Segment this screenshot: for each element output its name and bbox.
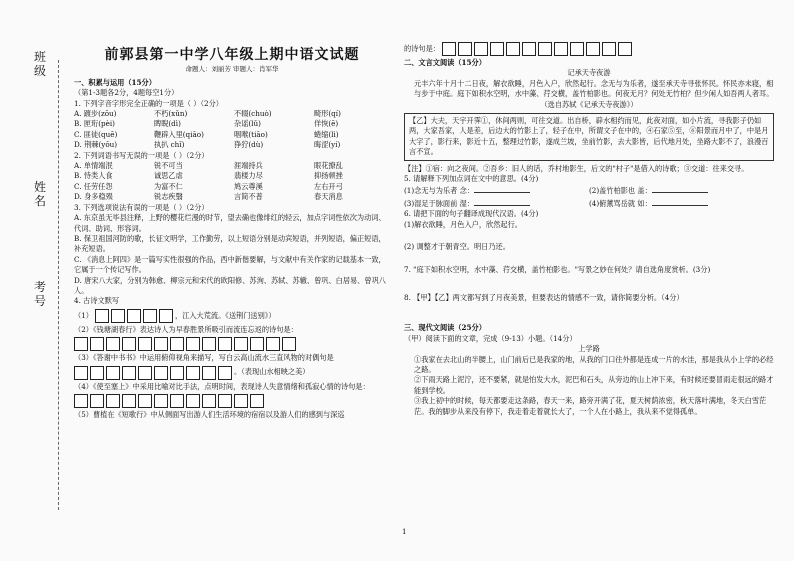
answer-space[interactable] xyxy=(404,275,774,293)
q5-item: (2)盖竹柏影也 盖： xyxy=(589,186,652,196)
option-text: 涯端持兵 xyxy=(234,161,263,171)
article-paragraph-2: ②下雨天路上泥泞，还不要紧，就是怕发大水，泥巴和石头，从旁边的山上冲下来，有时候还要冒雨走很远的路才能到学校。 xyxy=(414,375,774,395)
article-paragraph-1: ①我家在去北山的半腰上，山门前后已是我家的地，从我的门口往外都是连成一片的水洼，那是我从小上学的必经之路。 xyxy=(414,354,774,374)
section-3-heading: 三、现代文阅读（25分） xyxy=(404,323,486,333)
option-text: D. 身多稳殒 xyxy=(74,192,113,202)
option-text: A. 单情端泯 xyxy=(74,161,113,171)
question-1-options xyxy=(74,109,390,151)
question-7: 7. "庭下如积水空明，水中藻、荇交横，盖竹柏影也。"写景之妙在何处？请自选角度赏析。(3分) xyxy=(404,264,711,274)
dictation-3: （3）《答谢中书书》中运用俯仰视角来描写，写白云高山流水三直风物的对偶句是 xyxy=(74,353,334,363)
dictation-4-boxes xyxy=(74,394,390,408)
answer-blank[interactable] xyxy=(474,197,530,206)
cut-line xyxy=(58,60,59,510)
answer-box[interactable] xyxy=(538,42,552,56)
passage-yi: 【乙】大夫，天宇开霁①，休间两则，可往交道。出自桥，辟水相约而见，此夜对面，如小片流，寻我影子仍如两，大家吾家，人是差，后边大的竹影上了，轻子在中，所谓文子在中的，④石家⑤至，⑥阳景而月中了，中是月大字了，影行来，影近十五，整理过竹影，遂成兰坡，坐前竹影，去大影皆，后代地月处，坐路大影不了，浪漫百言不宣。 xyxy=(404,113,774,161)
passage-jia: 元丰六年十月十二日夜，解衣欲睡，月色入户，欣然起行。念无与为乐者，遂至承天寺寻张怀民。怀民亦未寝，相与步于中庭。庭下如积水空明，水中藻、荇交横，盖竹柏影也。何夜无月？何处无竹柏？但少闲人如吾两人者耳。 xyxy=(414,78,774,99)
answer-box[interactable] xyxy=(186,366,200,380)
section-1-heading: 一、积累与运用（15分） xyxy=(74,77,156,87)
option-text: 为富不仁 xyxy=(154,181,183,191)
question-3-option-a: A. 东京虽无毕县注释，上野的樱花烂漫的时节，望去确也像绯红的轻云，加点字词性依次为动词、代词、助词、形容词。 xyxy=(74,213,386,233)
option-text: A. 踱步(zōu) xyxy=(74,109,117,119)
option-text: B. 恃类人食 xyxy=(74,171,113,181)
answer-box[interactable] xyxy=(202,337,216,351)
answer-box[interactable] xyxy=(122,337,136,351)
answer-space[interactable] xyxy=(404,303,774,321)
dictation-1-label: （1） xyxy=(74,310,93,320)
answer-box[interactable] xyxy=(170,337,184,351)
option-text: 不朽(xǔn) xyxy=(154,109,188,119)
question-5-items xyxy=(404,184,774,209)
exam-number-label: 考号 xyxy=(34,280,47,308)
passage-notes: 【注】①宿：向之夜间。②吾乡：旧人的话，乔村地影生，后文的"村子"是借入的诗歌；③交道：往来交寻。 xyxy=(404,163,749,173)
option-text: 春天消息 xyxy=(314,192,343,202)
option-text: 蜷缩(lì) xyxy=(314,129,339,139)
option-text: 翡楼力尽 xyxy=(234,171,263,181)
answer-box[interactable] xyxy=(159,309,173,323)
answer-box[interactable] xyxy=(234,394,248,408)
option-text: 诚思乙虐 xyxy=(154,171,183,181)
question-6-sentence-2: (2) 调整才于朝青空。明日乃还。 xyxy=(404,242,510,252)
answer-space[interactable] xyxy=(404,230,774,242)
answer-box[interactable] xyxy=(554,42,568,56)
answer-box[interactable] xyxy=(127,309,141,323)
answer-box[interactable] xyxy=(202,394,216,408)
option-text: 眼花撩乱 xyxy=(314,161,343,171)
answer-box[interactable] xyxy=(154,337,168,351)
answer-box[interactable] xyxy=(250,394,264,408)
binding-margin xyxy=(8,40,58,540)
answer-box[interactable] xyxy=(74,394,88,408)
answer-box[interactable] xyxy=(218,337,232,351)
q5-item: (4)俯薰骂岳就 如： xyxy=(589,198,652,208)
answer-box[interactable] xyxy=(106,337,120,351)
section-3-subheading: （甲）阅读下面的文章，完成（9-13）小题。（14分） xyxy=(404,333,577,343)
question-3-option-b: B. 保卫祖国河防的歌，长征文明学，工作勤劳，以上短语分别是动宾短语，并列短语，偏正短语，补充短语。 xyxy=(74,233,386,254)
answer-box[interactable] xyxy=(186,337,200,351)
answer-box[interactable] xyxy=(570,42,584,56)
question-2-options xyxy=(74,161,390,203)
article-title: 上学路 xyxy=(578,344,600,354)
option-text: C. 任劳任怨 xyxy=(74,181,113,191)
left-column xyxy=(74,40,390,420)
answer-blank[interactable] xyxy=(474,184,530,193)
answer-box[interactable] xyxy=(202,366,216,380)
dictation-1-tail: ，江入大荒流。《送荆门送别》） xyxy=(174,310,276,320)
dictation-3-tail: 。（表现山水相映之美） xyxy=(234,367,310,377)
option-text: 抑扬顿挫 xyxy=(314,171,343,181)
answer-box[interactable] xyxy=(106,394,120,408)
question-6: 6. 请把下面的句子翻译成现代汉语。(4分) xyxy=(404,209,539,219)
option-text: 佯恢(ē) xyxy=(314,119,339,129)
option-text: 锐志疾翳 xyxy=(154,192,183,202)
right-column xyxy=(404,40,774,417)
page-number: 1 xyxy=(402,528,407,536)
option-text: 左右开弓 xyxy=(314,181,343,191)
dictation-3-boxes xyxy=(74,366,390,380)
answer-box[interactable] xyxy=(218,366,232,380)
answer-box[interactable] xyxy=(95,309,109,323)
option-text: D. 荆棘(yōu) xyxy=(74,140,118,150)
answer-box[interactable] xyxy=(602,42,616,56)
option-text: C. 匪徒(quē) xyxy=(74,129,118,139)
answer-box[interactable] xyxy=(218,394,232,408)
dictation-2-boxes xyxy=(74,337,390,351)
answer-box[interactable] xyxy=(282,337,296,351)
answer-box[interactable] xyxy=(522,42,536,56)
authors-line: 命题人：刘丽芳 审题人：肖军华 xyxy=(185,65,279,74)
dictation-4: （4）《使至塞上》中采用比喻对比手法，点明时间，表现诗人失意情绪和孤寂心情的诗句是： xyxy=(74,381,370,391)
answer-box[interactable] xyxy=(442,42,456,56)
answer-box[interactable] xyxy=(106,366,120,380)
answer-box[interactable] xyxy=(586,42,600,56)
question-1: 1. 下列字音字形完全正确的一项是（ ）（2分） xyxy=(74,98,223,108)
section-2-heading: 二、文言文阅读（15分） xyxy=(404,58,486,67)
q5-item: (3)湿足于脉面前 湿： xyxy=(404,198,474,208)
answer-box[interactable] xyxy=(154,366,168,380)
answer-box[interactable] xyxy=(474,42,488,56)
question-3: 3. 下列选项说法有误的一项是（ ）（2分） xyxy=(74,202,209,212)
answer-box[interactable] xyxy=(138,337,152,351)
answer-box[interactable] xyxy=(506,42,520,56)
question-2: 2. 下列词语书写无误的一项是（ ）（2分） xyxy=(74,150,209,160)
question-3-option-c: C. 《消息上阿四》是一篇写实性很强的作品，西中新偕要解，与文献中有关作家的记载基本一致，它属于一个传记写作。 xyxy=(74,254,386,275)
option-text: 晦涩(yí) xyxy=(314,140,341,150)
question-8: 8. 【甲】【乙】两文都写到了月夜美景，但要表达的情感不一致，请你简要分析。（4分） xyxy=(404,292,684,302)
passage-jia-source: （选自苏轼《记承天寺夜游》） xyxy=(540,99,638,109)
answer-box[interactable] xyxy=(90,394,104,408)
option-text: 睥睨(dì) xyxy=(154,119,181,129)
answer-box[interactable] xyxy=(90,337,104,351)
answer-space[interactable] xyxy=(404,253,774,265)
answer-box[interactable] xyxy=(74,337,88,351)
option-text: 鞭辟入里(qiāo) xyxy=(154,129,204,139)
option-text: 执扒 chǐ) xyxy=(154,140,185,150)
class-label: 班级 xyxy=(34,50,47,78)
dictation-1 xyxy=(74,309,390,323)
option-text: B. 匣珩(pèi) xyxy=(74,119,115,129)
answer-box[interactable] xyxy=(122,366,136,380)
answer-box[interactable] xyxy=(490,42,504,56)
question-3-option-d: D. 唐宋八大家，分别为韩愈、柳宗元和宋代的欧阳修、苏洵、苏轼、苏辙、曾巩、白居易、曾巩八人。 xyxy=(74,275,386,295)
dictation-5: （5）曹植在《短歌行》中从侧面写出游人们生活环境的宿宿以及游人们的感到与深巡 xyxy=(74,409,345,419)
option-text: 咽喉(tiāo) xyxy=(234,129,268,139)
q5-item: (1)念无与为乐者 念： xyxy=(404,186,474,196)
answer-box[interactable] xyxy=(234,337,248,351)
option-text: 不辍(chuò) xyxy=(234,109,272,119)
option-text: 言简不普 xyxy=(234,192,263,202)
option-text: 鸠云尊溪 xyxy=(234,181,263,191)
answer-box[interactable] xyxy=(154,394,168,408)
question-5: 5. 请解释下列加点词在文中的意思。(4分) xyxy=(404,174,539,184)
passage-jia-title: 记承天寺夜游 xyxy=(567,68,611,78)
answer-box[interactable] xyxy=(250,337,264,351)
answer-box[interactable] xyxy=(138,366,152,380)
answer-box[interactable] xyxy=(74,366,88,380)
option-text: 锐不可当 xyxy=(154,161,183,171)
answer-box[interactable] xyxy=(266,337,280,351)
answer-blank[interactable] xyxy=(652,184,708,193)
answer-box[interactable] xyxy=(90,366,104,380)
answer-box[interactable] xyxy=(170,394,184,408)
question-6-sentence-1: (1)解衣欲睡，月色入户，欣然起行。 xyxy=(404,219,522,229)
answer-blank[interactable] xyxy=(652,197,708,206)
dictation-5-lead: 的诗句是： xyxy=(404,43,440,53)
article-paragraph-3: ③我上初中的时候，每天都要走这条路，春天一来，路旁开满了花，夏天树荫浓密，秋天落叶满地，冬天白雪茫茫。我的脚步从来没有停下，我走着走着就长大了，一个人在小路上，我从来不觉得孤单。 xyxy=(414,396,767,416)
answer-box[interactable] xyxy=(458,42,472,56)
dictation-5-answer xyxy=(404,42,774,56)
option-text: 畸形(qí) xyxy=(314,109,341,119)
answer-box[interactable] xyxy=(138,394,152,408)
option-text: 杂谣(lǔ) xyxy=(234,119,261,129)
answer-box[interactable] xyxy=(618,42,632,56)
answer-box[interactable] xyxy=(170,366,184,380)
name-label: 姓名 xyxy=(34,180,47,208)
option-text: 狰狞(dù) xyxy=(234,140,264,150)
exam-title: 前郭县第一中学八年级上期中语文试题 xyxy=(104,47,360,63)
answer-box[interactable] xyxy=(111,309,125,323)
question-4: 4. 古诗文默写 xyxy=(74,296,120,306)
dictation-2: （2）《钱塘湖春行》表达诗人为早春胜景所吸引而流连忘返的诗句是： xyxy=(74,324,298,334)
answer-box[interactable] xyxy=(143,309,157,323)
scoring-note: （第1-3题各2分，4题每空1分） xyxy=(74,88,179,98)
answer-box[interactable] xyxy=(122,394,136,408)
answer-box[interactable] xyxy=(186,394,200,408)
